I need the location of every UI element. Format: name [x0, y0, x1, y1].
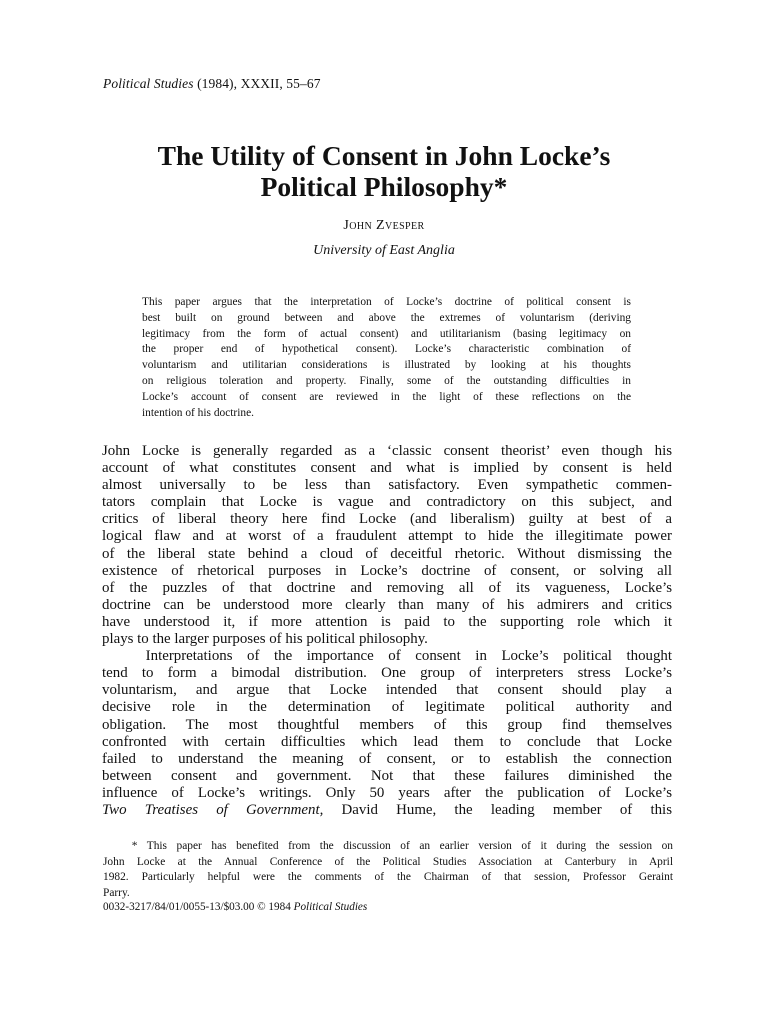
copyright-line: [103, 901, 367, 913]
body-line: tators complain that Locke is vague and contradictory on this subject, and: [102, 494, 672, 511]
abstract-line: intention of his doctrine.: [142, 406, 254, 419]
abstract-line: legitimacy from the form of actual consent) and utilitarianism (basing legitimacy on: [142, 327, 631, 340]
body-line: failed to understand the meaning of consent, or to establish the connection: [102, 750, 672, 767]
body-line: logical flaw and at worst of a fraudulent attempt to hide the illegitimate power: [102, 528, 672, 545]
body-line: almost universally to be less than satisfactory. Even sympathetic commen-: [102, 477, 672, 494]
running-head: [103, 76, 321, 92]
body-line: account of what constitutes consent and what is implied by consent is held: [102, 460, 672, 477]
abstract-line: on religious toleration and property. Finally, some of the outstanding difficulties in: [142, 374, 631, 387]
body-line-rest: David Hume, the leading member of this: [323, 801, 672, 818]
author-name: John Zvesper: [343, 218, 425, 233]
body-line: critics of liberal theory here find Locke (and liberalism) guilty at best of a: [102, 511, 672, 528]
body-line: decisive role in the determination of legitimate political authority and: [102, 699, 672, 716]
copyright-code: 0032-3217/84/01/0055-13/$03.00 © 1984: [103, 901, 294, 913]
body-line: influence of Locke’s writings. Only 50 years after the publication of Locke’s: [102, 784, 672, 801]
footnote-line: * This paper has benefited from the discussion of an earlier version of it during the session on: [103, 840, 673, 852]
body-line: voluntarism, and argue that Locke intended that consent should play a: [102, 682, 672, 699]
abstract-line: This paper argues that the interpretation of Locke’s doctrine of political consent is: [142, 296, 631, 308]
article-title: [60, 140, 708, 202]
body-line: obligation. The most thoughtful members of this group find themselves: [102, 716, 672, 733]
book-title: Two Treatises of Government,: [102, 801, 324, 818]
body-line: doctrine can be understood more clearly than many of his admirers and critics: [102, 596, 672, 613]
abstract-line: the proper end of hypothetical consent). Locke’s characteristic combination of: [142, 343, 631, 356]
body-line: of the puzzles of that doctrine and removing all of its vagueness, Locke’s: [102, 579, 672, 596]
body-line: have understood it, if more attention is paid to the supporting role which it: [102, 613, 672, 630]
body-line: between consent and government. Not that these failures diminished the: [102, 767, 672, 784]
copyright-journal: Political Studies: [293, 901, 368, 913]
body-line: John Locke is generally regarded as a ‘classic consent theorist’ even though his: [102, 443, 672, 459]
abstract-line: voluntarism and utilitarian considerations is illustrated by looking at his thoughts: [142, 359, 631, 372]
body-text: [102, 443, 672, 819]
footnote-line: 1982. Particularly helpful were the comments of the Chairman of that session, Professor Geraint: [103, 871, 673, 884]
footnote-line: Parry.: [103, 887, 130, 900]
journal-name: Political Studies: [103, 76, 194, 91]
body-line: of the liberal state behind a cloud of deceitful rhetoric. Without dismissing the: [102, 545, 672, 562]
citation: (1984), XXXII, 55–67: [197, 76, 321, 91]
body-line: Interpretations of the importance of consent in Locke’s political thought: [102, 648, 672, 665]
body-line: existence of rhetorical purposes in Locke’s doctrine of consent, or solving all: [102, 562, 672, 579]
abstract-line: Locke’s account of consent are reviewed in the light of these reflections on the: [142, 390, 631, 403]
footnote: [103, 839, 673, 902]
body-line: tend to form a bimodal distribution. One group of interpreters stress Locke’s: [102, 665, 672, 682]
body-line: [102, 802, 672, 819]
abstract-line: best built on ground between and above the extremes of voluntarism (deriving: [142, 311, 631, 324]
footnote-line: John Locke at the Annual Conference of the Political Studies Association at Canterbury in April: [103, 855, 673, 868]
title-line-2: Political Philosophy*: [260, 171, 508, 202]
abstract: [142, 295, 631, 421]
title-line-1: The Utility of Consent in John Locke’s: [157, 140, 611, 171]
body-line: confronted with certain difficulties which lead them to conclude that Locke: [102, 733, 672, 750]
author-affiliation: University of East Anglia: [313, 243, 455, 258]
body-line: plays to the larger purposes of his political philosophy.: [102, 631, 428, 648]
